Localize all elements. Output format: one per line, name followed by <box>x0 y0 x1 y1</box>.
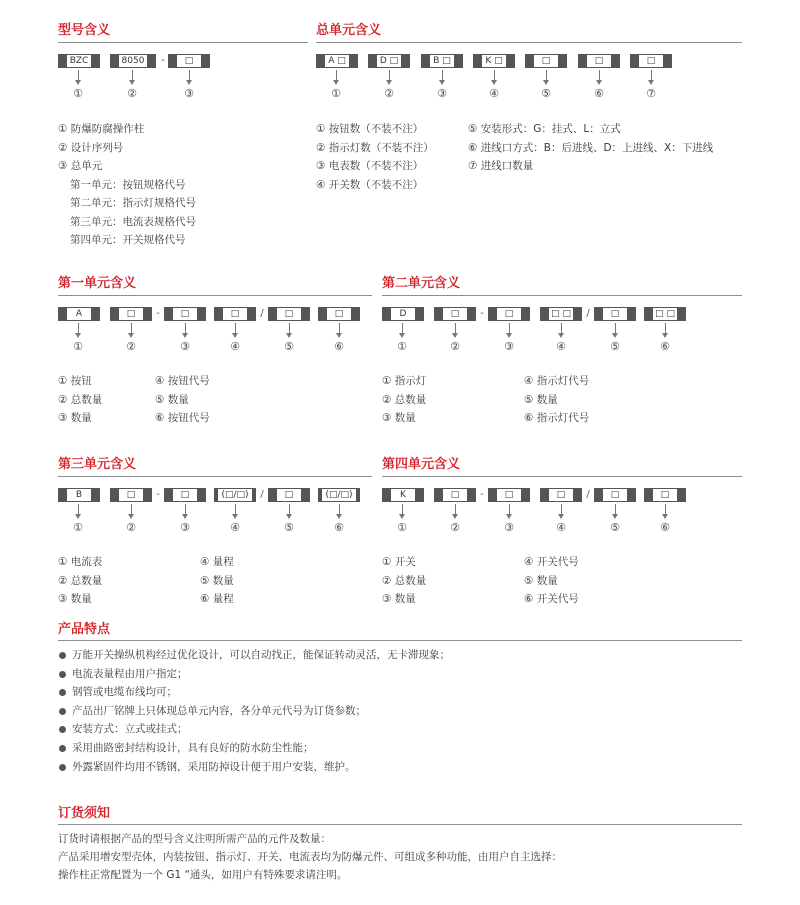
total-code-box <box>473 54 515 68</box>
unit4-num: ② <box>450 521 460 534</box>
unit2-num: ④ <box>556 340 566 353</box>
unit4-separator: - <box>480 489 484 500</box>
total-num: ① <box>331 87 341 100</box>
list-item: ⑤ 数量 <box>155 393 189 406</box>
unit2-left-items <box>382 372 426 428</box>
arrow-icon <box>509 323 510 334</box>
list-item: ⑥ 进线口方式：B：后进线、D：上进线、X：下进线 <box>468 141 714 154</box>
unit3-code-text: □ <box>119 489 143 501</box>
unit2-title: 第二单元含义 <box>382 276 461 291</box>
model-code-box <box>110 54 156 68</box>
total-num: ⑦ <box>646 87 656 100</box>
arrow-icon <box>189 70 190 81</box>
unit3-num: ⑤ <box>284 521 294 534</box>
unit3-code-text: □ <box>277 489 301 501</box>
unit4-rule <box>382 476 742 477</box>
list-item: 安装方式：立式或挂式； <box>58 720 450 739</box>
total-rule <box>316 42 742 43</box>
unit4-code-text: K <box>391 489 415 501</box>
unit2-rule <box>382 295 742 296</box>
model-code-text: 8050 <box>119 55 147 67</box>
total-code-box <box>630 54 672 68</box>
list-item: ④ 开关代号 <box>524 556 579 568</box>
unit4-code-box <box>540 488 582 502</box>
arrow-icon <box>78 323 79 334</box>
total-num: ③ <box>437 87 447 100</box>
list-item: ③ 总单元 <box>58 160 103 172</box>
total-num: ② <box>384 87 394 100</box>
model-code-text: □ <box>177 55 201 67</box>
unit1-right-items <box>155 372 210 428</box>
list-item: ⑦ 进线口数量 <box>468 160 534 172</box>
total-code-text: A □ <box>325 55 349 67</box>
unit3-code-row <box>58 488 372 534</box>
list-item: ⑥ 按钮代号 <box>155 412 210 424</box>
list-item: 第三单元：电流表规格代号 <box>70 215 196 228</box>
unit4-code-text: □ <box>653 489 677 501</box>
total-code-text: B □ <box>430 55 454 67</box>
unit2-num: ③ <box>504 340 514 353</box>
order-rule <box>58 824 742 825</box>
arrow-icon <box>78 70 79 81</box>
arrow-icon <box>289 504 290 515</box>
unit3-code-text: (□/□) <box>218 489 252 501</box>
unit1-code-text: □ <box>223 308 247 320</box>
list-item: 第二单元：指示灯规格代号 <box>70 197 196 209</box>
unit3-code-text: (□/□) <box>322 489 356 501</box>
unit2-separator: / <box>586 308 590 319</box>
unit1-num: ② <box>126 340 136 353</box>
list-item: ③ 数量 <box>382 412 416 424</box>
unit1-code-row <box>58 307 372 353</box>
unit1-code-text: □ <box>119 308 143 320</box>
unit2-num: ① <box>397 340 407 353</box>
list-item: ③ 数量 <box>58 593 92 605</box>
model-title: 型号含义 <box>58 23 111 38</box>
list-item: ① 电流表 <box>58 556 103 568</box>
unit1-num: ① <box>73 340 83 353</box>
unit3-code-box <box>58 488 100 502</box>
unit1-separator: - <box>156 308 160 319</box>
unit2-code-row <box>382 307 742 353</box>
unit1-num: ⑤ <box>284 340 294 353</box>
list-item: 产品出厂铭牌上只体现总单元内容，各分单元代号为订货参数； <box>58 702 450 721</box>
unit4-code-box <box>488 488 530 502</box>
list-item: ② 总数量 <box>382 393 427 406</box>
model-separator: - <box>161 55 165 66</box>
arrow-icon <box>235 504 236 515</box>
unit3-num: ① <box>73 521 83 534</box>
list-item: ⑥ 量程 <box>200 593 234 605</box>
unit1-code-text: □ <box>173 308 197 320</box>
list-item: 第一单元：按钮规格代号 <box>70 178 186 191</box>
unit1-code-box <box>110 307 152 321</box>
list-item: ① 按钮 <box>58 375 92 387</box>
unit1-code-text: A <box>67 308 91 320</box>
arrow-icon <box>651 70 652 81</box>
unit1-num: ⑥ <box>334 340 344 353</box>
unit4-code-text: □ <box>549 489 573 501</box>
unit2-code-text: □ <box>443 308 467 320</box>
unit2-code-box <box>594 307 636 321</box>
unit2-num: ⑤ <box>610 340 620 353</box>
unit3-code-box <box>318 488 360 502</box>
arrow-icon <box>442 70 443 81</box>
unit2-code-box <box>540 307 582 321</box>
total-right-items <box>468 120 713 176</box>
arrow-icon <box>339 504 340 515</box>
unit4-num: ⑥ <box>660 521 670 534</box>
unit1-code-box <box>268 307 310 321</box>
total-code-text: K □ <box>482 55 506 67</box>
total-code-row <box>316 54 742 100</box>
unit2-num: ② <box>450 340 460 353</box>
unit3-rule <box>58 476 372 477</box>
arrow-icon <box>185 323 186 334</box>
unit2-code-box <box>382 307 424 321</box>
arrow-icon <box>131 504 132 515</box>
list-item: 钢管或电缆布线均可； <box>58 683 450 702</box>
unit3-code-box <box>110 488 152 502</box>
total-code-box <box>316 54 358 68</box>
unit3-num: ④ <box>230 521 240 534</box>
unit3-left-items <box>58 553 102 609</box>
unit4-code-text: □ <box>603 489 627 501</box>
arrow-icon <box>339 323 340 334</box>
arrow-icon <box>185 504 186 515</box>
list-item: ① 指示灯 <box>382 375 427 387</box>
features-rule <box>58 640 742 641</box>
unit3-code-box <box>214 488 256 502</box>
unit1-code-text: □ <box>327 308 351 320</box>
model-rule <box>58 42 308 43</box>
unit2-code-box <box>488 307 530 321</box>
features-title: 产品特点 <box>58 622 111 637</box>
model-code-text: BZC <box>67 55 91 67</box>
unit2-code-text: □ □ <box>549 308 573 320</box>
arrow-icon <box>615 504 616 515</box>
total-code-box <box>368 54 410 68</box>
unit3-code-text: □ <box>173 489 197 501</box>
order-line: 订货时请根据产品的型号含义注明所需产品的元件及数量： <box>58 833 331 845</box>
arrow-icon <box>132 70 133 81</box>
list-item: ② 总数量 <box>58 574 103 587</box>
model-items <box>58 120 196 250</box>
list-item: ⑥ 指示灯代号 <box>524 412 590 424</box>
model-num: ② <box>127 87 137 100</box>
arrow-icon <box>402 323 403 334</box>
unit3-separator: - <box>156 489 160 500</box>
list-item: ② 总数量 <box>58 393 103 406</box>
list-item: ③ 数量 <box>58 412 92 424</box>
unit4-left-items <box>382 553 426 609</box>
unit4-code-text: □ <box>497 489 521 501</box>
arrow-icon <box>336 70 337 81</box>
unit4-num: ① <box>397 521 407 534</box>
arrow-icon <box>599 70 600 81</box>
unit1-code-box <box>58 307 100 321</box>
list-item: 第四单元：开关规格代号 <box>70 234 186 246</box>
total-code-text: □ <box>587 55 611 67</box>
list-item: 采用曲路密封结构设计，具有良好的防水防尘性能； <box>58 739 450 758</box>
unit2-code-box <box>434 307 476 321</box>
total-title: 总单元含义 <box>316 23 382 38</box>
unit4-separator: / <box>586 489 590 500</box>
unit1-num: ③ <box>180 340 190 353</box>
arrow-icon <box>615 323 616 334</box>
arrow-icon <box>131 323 132 334</box>
list-item: ③ 电表数（不装不注） <box>316 160 424 172</box>
total-num: ⑥ <box>594 87 604 100</box>
unit1-num: ④ <box>230 340 240 353</box>
total-num: ④ <box>489 87 499 100</box>
unit3-code-text: B <box>67 489 91 501</box>
list-item: ④ 量程 <box>200 556 234 568</box>
arrow-icon <box>78 504 79 515</box>
unit4-num: ④ <box>556 521 566 534</box>
total-left-items <box>316 120 434 194</box>
unit2-code-text: □ <box>497 308 521 320</box>
unit4-code-box <box>382 488 424 502</box>
unit4-code-box <box>644 488 686 502</box>
list-item: ⑥ 开关代号 <box>524 593 579 605</box>
arrow-icon <box>455 504 456 515</box>
arrow-icon <box>494 70 495 81</box>
list-item: ① 开关 <box>382 556 416 568</box>
features-list <box>58 646 450 776</box>
model-num: ③ <box>184 87 194 100</box>
model-code-row <box>58 54 308 100</box>
unit1-code-box <box>318 307 360 321</box>
unit4-title: 第四单元含义 <box>382 457 461 472</box>
unit3-separator: / <box>260 489 264 500</box>
unit3-code-box <box>164 488 206 502</box>
unit1-code-text: □ <box>277 308 301 320</box>
unit1-code-box <box>164 307 206 321</box>
list-item: ② 设计序列号 <box>58 141 124 154</box>
list-item: ⑤ 数量 <box>200 574 234 587</box>
unit2-code-box <box>644 307 686 321</box>
list-item: ⑤ 数量 <box>524 393 558 406</box>
arrow-icon <box>665 323 666 334</box>
arrow-icon <box>235 323 236 334</box>
list-item: ④ 指示灯代号 <box>524 375 590 387</box>
arrow-icon <box>402 504 403 515</box>
list-item: ③ 数量 <box>382 593 416 605</box>
list-item: ② 指示灯数（不装不注） <box>316 141 434 154</box>
list-item: 电流表量程由用户指定； <box>58 665 450 684</box>
unit3-right-items <box>200 553 234 609</box>
unit1-code-box <box>214 307 256 321</box>
unit2-code-text: □ □ <box>653 308 677 320</box>
arrow-icon <box>289 323 290 334</box>
total-num: ⑤ <box>541 87 551 100</box>
unit3-code-box <box>268 488 310 502</box>
total-code-box <box>578 54 620 68</box>
unit2-code-text: □ <box>603 308 627 320</box>
unit2-code-text: D <box>391 308 415 320</box>
unit4-code-text: □ <box>443 489 467 501</box>
arrow-icon <box>546 70 547 81</box>
arrow-icon <box>665 504 666 515</box>
arrow-icon <box>561 504 562 515</box>
list-item: 外露紧固件均用不锈钢，采用防掉设计便于用户安装，维护。 <box>58 758 450 777</box>
list-item: ⑤ 安装形式：G：挂式、L：立式 <box>468 123 621 135</box>
unit1-separator: / <box>260 308 264 319</box>
arrow-icon <box>561 323 562 334</box>
order-title: 订货须知 <box>58 806 111 821</box>
total-code-text: □ <box>534 55 558 67</box>
list-item: ⑤ 数量 <box>524 574 558 587</box>
unit4-code-box <box>434 488 476 502</box>
model-code-box <box>58 54 100 68</box>
unit4-code-box <box>594 488 636 502</box>
arrow-icon <box>389 70 390 81</box>
unit1-left-items <box>58 372 102 428</box>
unit3-num: ③ <box>180 521 190 534</box>
arrow-icon <box>455 323 456 334</box>
unit1-rule <box>58 295 372 296</box>
total-code-text: □ <box>639 55 663 67</box>
total-code-text: D □ <box>377 55 401 67</box>
total-code-box <box>525 54 567 68</box>
order-line: 产品采用增安型壳体，内装按钮、指示灯、开关、电流表均为防爆元件、可组成多种功能，由用户自主选择： <box>58 851 562 863</box>
unit4-num: ③ <box>504 521 514 534</box>
unit4-right-items <box>524 553 579 609</box>
list-item: ① 按钮数（不装不注） <box>316 123 424 135</box>
list-item: ④ 按钮代号 <box>155 375 210 387</box>
order-line: 操作柱正常配置为一个 G1 “通头，如用户有特殊要求请注明。 <box>58 869 348 881</box>
model-code-box <box>168 54 210 68</box>
unit2-right-items <box>524 372 589 428</box>
unit4-code-row <box>382 488 742 534</box>
list-item: ② 总数量 <box>382 574 427 587</box>
list-item: ① 防爆防腐操作柱 <box>58 123 145 135</box>
model-num: ① <box>73 87 83 100</box>
unit1-title: 第一单元含义 <box>58 276 137 291</box>
list-item: ④ 开关数（不装不注） <box>316 178 424 191</box>
unit2-separator: - <box>480 308 484 319</box>
list-item: 万能开关操纵机构经过优化设计，可以自动找正，能保证转动灵活，无卡滞现象； <box>58 646 450 665</box>
arrow-icon <box>509 504 510 515</box>
total-code-box <box>421 54 463 68</box>
unit3-title: 第三单元含义 <box>58 457 137 472</box>
unit2-num: ⑥ <box>660 340 670 353</box>
unit3-num: ⑥ <box>334 521 344 534</box>
order-text <box>58 830 562 884</box>
unit3-num: ② <box>126 521 136 534</box>
unit4-num: ⑤ <box>610 521 620 534</box>
